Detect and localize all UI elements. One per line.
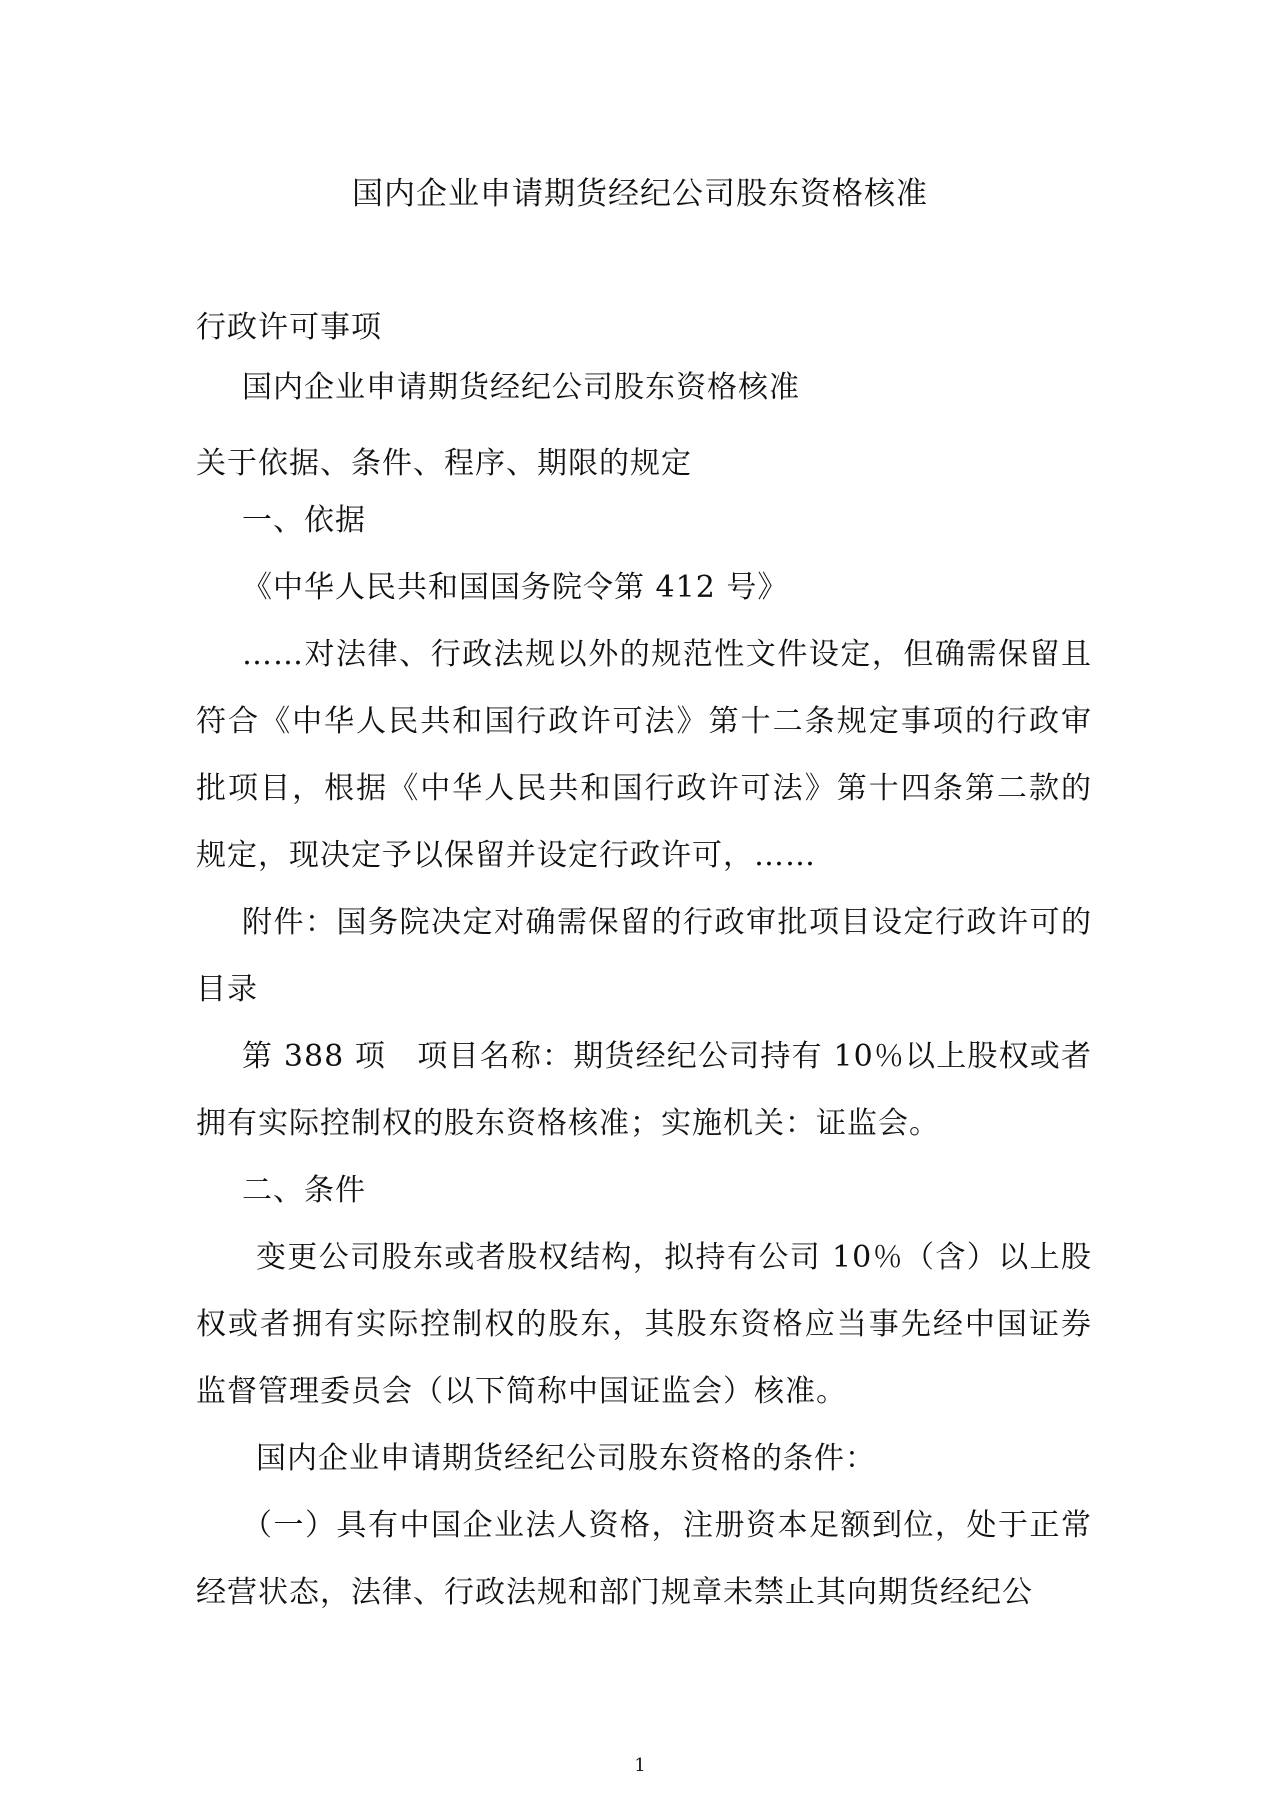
conditions-lead: 国内企业申请期货经纪公司股东资格的条件： [256,1441,876,1476]
item-heading: 行政许可事项 [196,310,382,345]
decree-title: 《中华人民共和国国务院令第 412 号》 [242,570,789,605]
basis-heading: 一、依据 [242,503,366,538]
attachment-paragraph: 附件：国务院决定对确需保留的行政审批项目设定行政许可的目录 [196,905,1092,1007]
conditions-heading: 二、条件 [242,1173,366,1208]
conditions-intro: 变更公司股东或者股权结构，拟持有公司 10％（含）以上股权或者拥有实际控制权的股东，其股东资格应当事先经中国证券监督管理委员会（以下简称中国证监会）核准。 [196,1240,1092,1409]
item-388-paragraph: 第 388 项 项目名称：期货经纪公司持有 10％以上股权或者拥有实际控制权的股东资格核准；实施机关：证监会。 [196,1039,1092,1141]
rules-heading: 关于依据、条件、程序、期限的规定 [196,446,692,481]
condition-1: （一）具有中国企业法人资格，注册资本足额到位，处于正常经营状态，法律、行政法规和部门规章未禁止其向期货经纪公 [196,1508,1092,1610]
page-number: 1 [634,1755,646,1776]
document-title: 国内企业申请期货经纪公司股东资格核准 [352,176,928,212]
decree-excerpt: ……对法律、行政法规以外的规范性文件设定，但确需保留且符合《中华人民共和国行政许可法》第十二条规定事项的行政审批项目，根据《中华人民共和国行政许可法》第十四条第二款的规定，现决定予以保留并设定行政许可，…… [196,637,1092,873]
item-name: 国内企业申请期货经纪公司股东资格核准 [242,370,800,405]
